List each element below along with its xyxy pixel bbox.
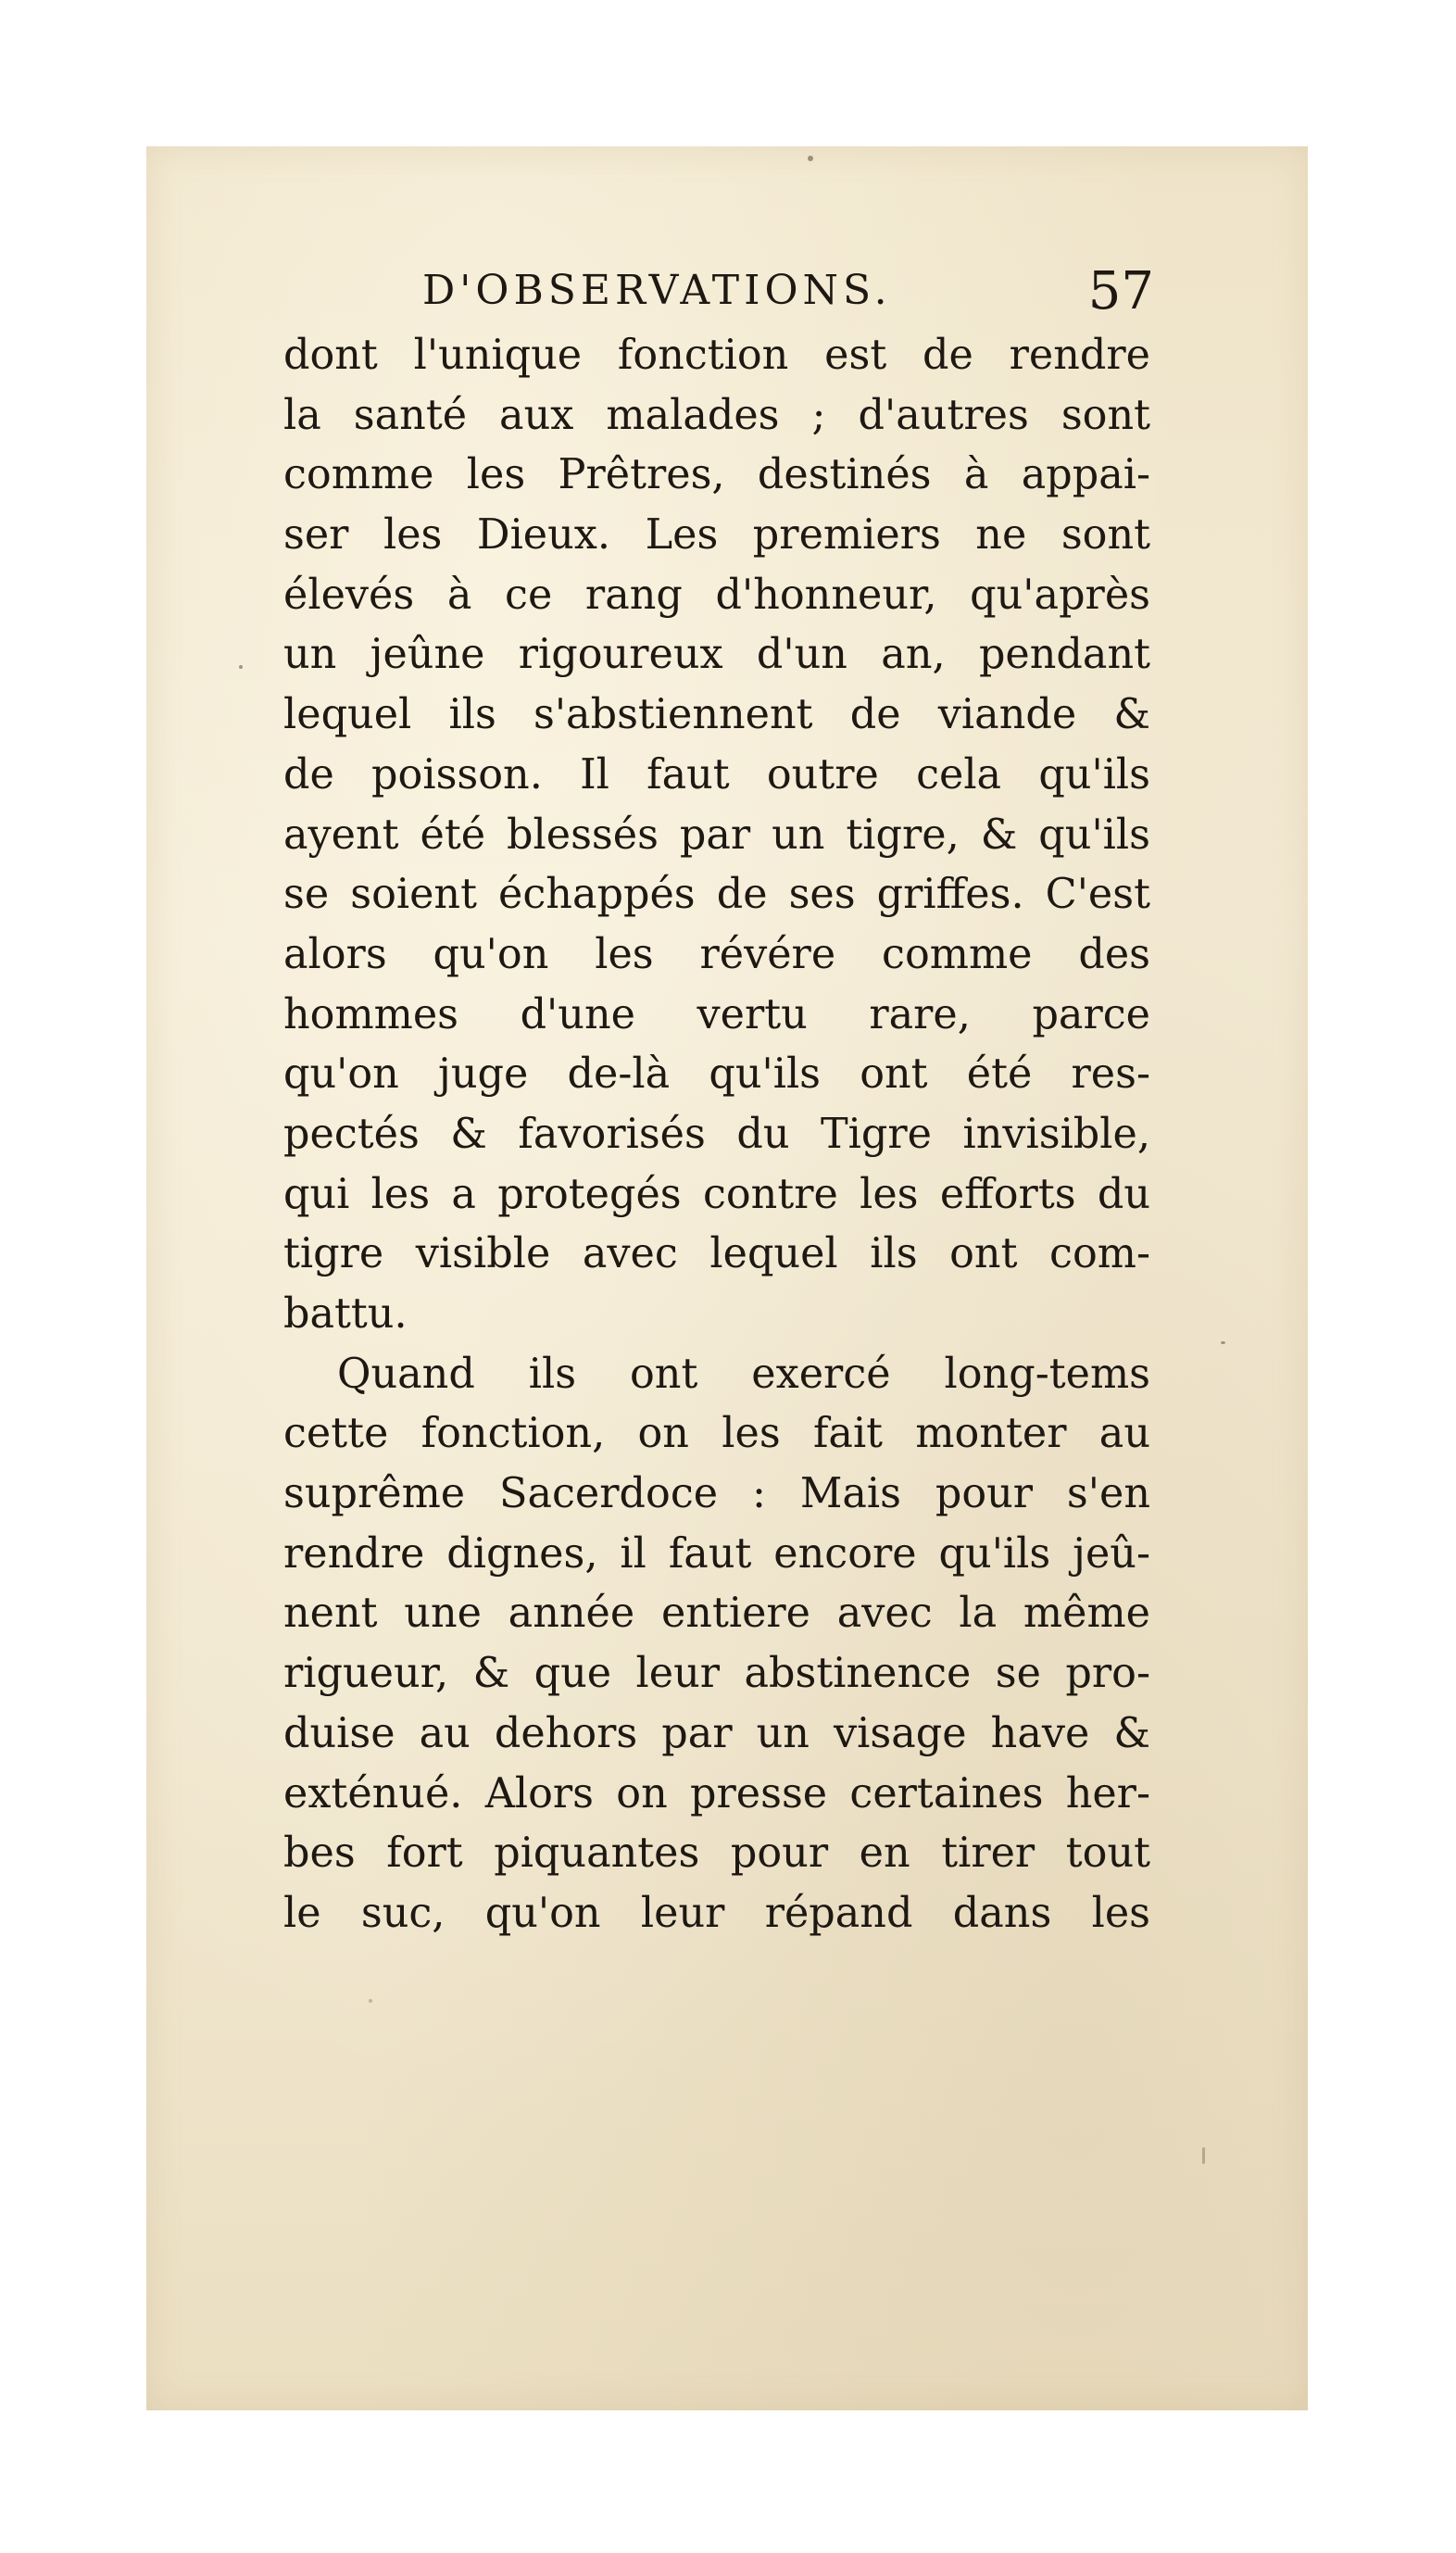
text-line: qui les a protegés contre les efforts du: [283, 1170, 1150, 1218]
text-line: nent une année entiere avec la même: [283, 1590, 1150, 1638]
text-line: pectés & favorisés du Tigre invisible,: [283, 1110, 1150, 1158]
text-line: un jeûne rigoureux d'un an, pendant: [283, 631, 1150, 679]
paper-speck: [1202, 2147, 1205, 2164]
text-line: comme les Prêtres, destinés à appai-: [283, 451, 1150, 499]
text-line: qu'on juge de-là qu'ils ont été res-: [283, 1050, 1150, 1099]
paper-speck: [1221, 1341, 1225, 1344]
text-line: ayent été blessés par un tigre, & qu'ils: [283, 811, 1150, 859]
text-line: le suc, qu'on leur répand dans les: [283, 1889, 1150, 1937]
text-line: dont l'unique fonction est de rendre: [283, 332, 1150, 379]
paper-speck: [239, 665, 243, 669]
text-line: rendre dignes, il faut encore qu'ils jeû-: [283, 1529, 1150, 1578]
page-header: [283, 261, 1154, 326]
text-line: duise au dehors par un visage have &: [283, 1709, 1150, 1757]
book-page-text: [283, 261, 1154, 1944]
paragraph-start-line: Quand ils ont exercé long-tems: [337, 1350, 1150, 1398]
paper-speck: [808, 156, 813, 161]
paragraph-end-line: battu.: [283, 1290, 408, 1338]
text-line: rigueur, & que leur abstinence se pro-: [283, 1650, 1150, 1698]
text-line: élevés à ce rang d'honneur, qu'après: [283, 571, 1150, 619]
text-line: ser les Dieux. Les premiers ne sont: [283, 511, 1150, 560]
text-line: cette fonction, on les fait monter au: [283, 1410, 1150, 1458]
text-line: bes fort piquantes pour en tirer tout: [283, 1830, 1150, 1878]
running-title: D'OBSERVATIONS.: [422, 267, 892, 314]
paper-speck: [369, 1999, 372, 2003]
text-line: suprême Sacerdoce : Mais pour s'en: [283, 1470, 1150, 1518]
text-line: tigre visible avec lequel ils ont com-: [283, 1230, 1150, 1278]
text-line: se soient échappés de ses griffes. C'est: [283, 871, 1150, 919]
text-line: de poisson. Il faut outre cela qu'ils: [283, 750, 1150, 799]
text-line: la santé aux malades ; d'autres sont: [283, 391, 1150, 439]
text-line: lequel ils s'abstiennent de viande &: [283, 691, 1150, 739]
text-line: hommes d'une vertu rare, parce: [283, 990, 1150, 1038]
text-line: alors qu'on les révére comme des: [283, 930, 1150, 978]
page-number: 57: [1087, 261, 1154, 321]
text-line: exténué. Alors on presse certaines her-: [283, 1769, 1150, 1817]
